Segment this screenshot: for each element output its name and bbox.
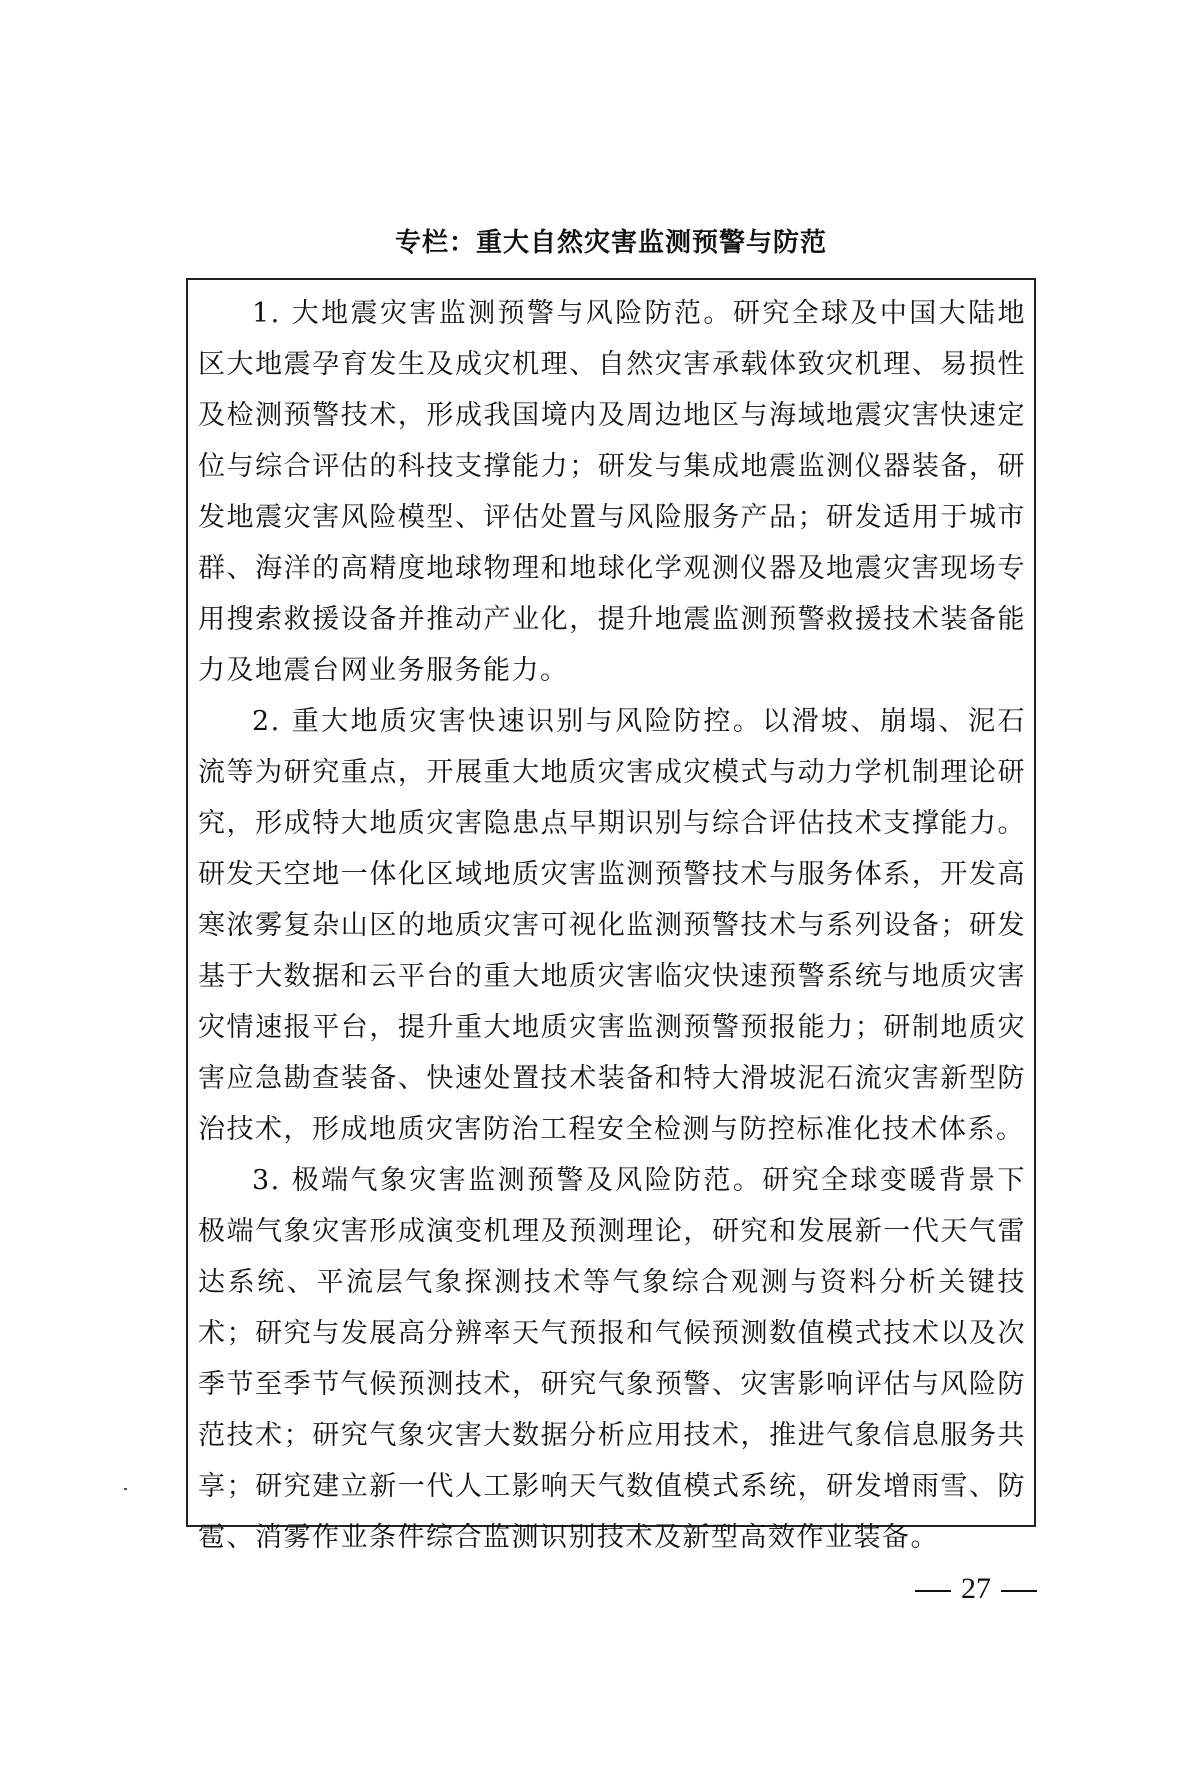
page-number-right-dash [1001, 1590, 1037, 1592]
column-box [186, 278, 1036, 1553]
page-number-left-dash [915, 1590, 951, 1592]
page-number [905, 1572, 1045, 1606]
page-number-value: 27 [961, 1572, 991, 1605]
paragraph-extreme-weather: 3. 极端气象灾害监测预警及风险防范。研究全球变暖背景下极端气象灾害形成演变机理及预测理论，研究和发展新一代天气雷达系统、平流层气象探测技术等气象综合观测与资料分析关键技术；研究与发展高分辨率天气预报和气候预测数值模式技术以及次季节至季节气候预测技术，研究气象预警、灾害影响评估与风险防范技术；研究气象灾害大数据分析应用技术，推进气象信息服务共享；研究建立新一代人工影响天气数值模式系统，研发增雨雪、防雹、消雾作业条件综合监测识别技术及新型高效作业装备。 [198, 1165, 1026, 1553]
scan-speck [124, 1488, 127, 1490]
paragraph-geological-hazard: 2. 重大地质灾害快速识别与风险防控。以滑坡、崩塌、泥石流等为研究重点，开展重大地质灾害成灾模式与动力学机制理论研究，形成特大地质灾害隐患点早期识别与综合评估技术支撑能力。研发天空地一体化区域地质灾害监测预警技术与服务体系，开发高寒浓雾复杂山区的地质灾害可视化监测预警技术与系列设备；研发基于大数据和云平台的重大地质灾害临灾快速预警系统与地质灾害灾情速报平台，提升重大地质灾害监测预警预报能力；研制地质灾害应急勘查装备、快速处置技术装备和特大滑坡泥石流灾害新型防治技术，形成地质灾害防治工程安全检测与防控标准化技术体系。 [198, 706, 1026, 1145]
paragraph-earthquake: 1. 大地震灾害监测预警与风险防范。研究全球及中国大陆地区大地震孕育发生及成灾机理、自然灾害承载体致灾机理、易损性及检测预警技术，形成我国境内及周边地区与海域地震灾害快速定位与综合评估的科技支撑能力；研发与集成地震监测仪器装备，研发地震灾害风险模型、评估处置与风险服务产品；研发适用于城市群、海洋的高精度地球物理和地球化学观测仪器及地震灾害现场专用搜索救援设备并推动产业化，提升地震监测预警救援技术装备能力及地震台网业务服务能力。 [198, 298, 1026, 686]
column-title: 专栏：重大自然灾害监测预警与防范 [394, 228, 827, 258]
